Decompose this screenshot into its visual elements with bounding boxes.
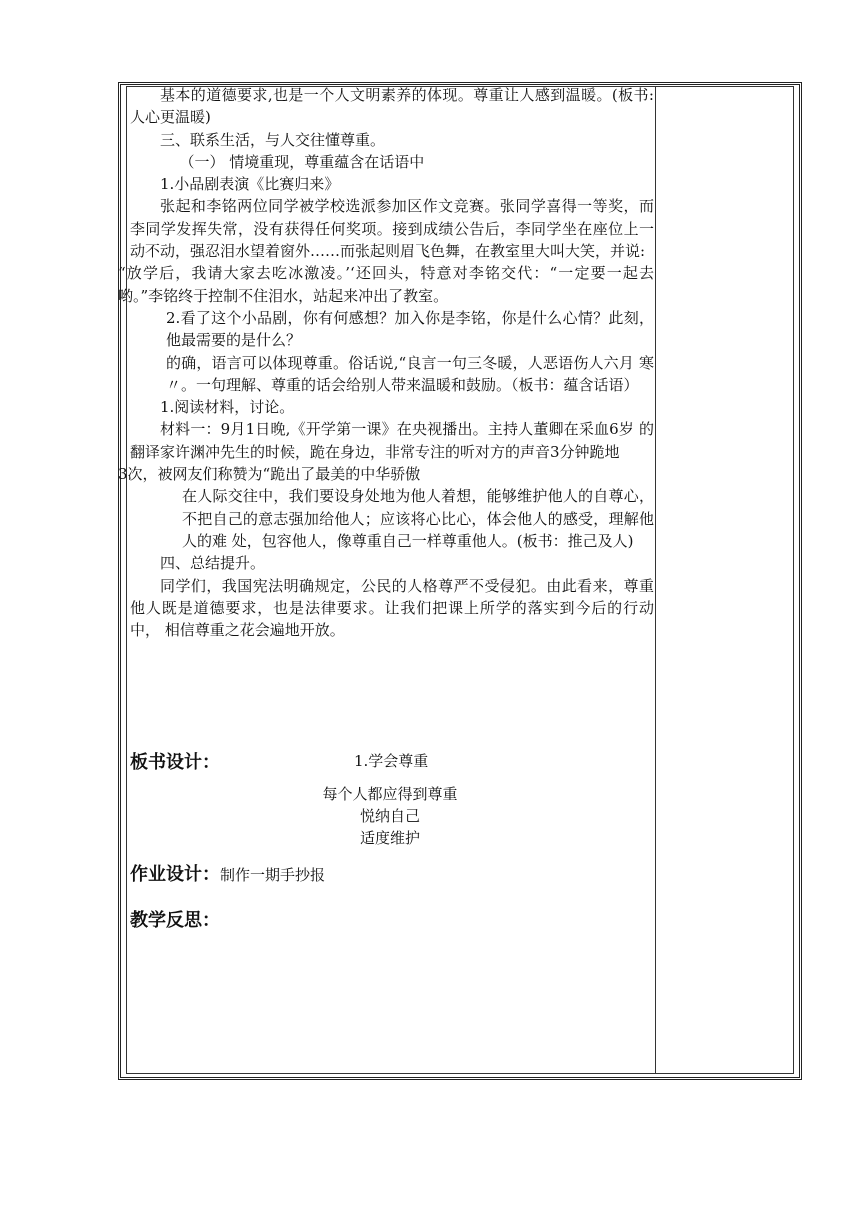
paragraph: 2.看了这个小品剧，你有何感想？加入你是李铭，你是什么心情？此刻， 他最需要的是什么？ <box>166 308 654 350</box>
homework-value: 制作一期手抄报 <box>220 866 326 884</box>
paragraph: 基本的道德要求,也是一个人文明素养的体现。尊重让人感到温暖。(板书: 人心更温暖) <box>130 86 654 127</box>
paragraph: 张起和李铭两位同学被学校选派参加区作文竞赛。张同学喜得一等奖，而 李同学发挥失常，没有获得任何奖项。接到成绩公告后，李同学坐在座位上一 动不动，强忍泪水望着窗外……而张起则眉飞色舞，在教室里大叫大笑，并说: <box>130 197 654 261</box>
board-line: 每个人都应得到尊重 <box>322 785 458 803</box>
paragraph: 材料一：9月1日晚,《开学第一课》在央视播出。主持人董卿在采血6岁 的翻译家许渊冲先生的时候，跪在身边，非常专注的听对方的声音3分钟跪地 <box>130 420 654 461</box>
item-heading: 1.阅读材料，讨论。 <box>160 398 295 417</box>
section-heading: 三、联系生活，与人交往懂尊重。 <box>160 130 386 149</box>
item-heading: 1.小品剧表演《比赛归来》 <box>160 175 340 194</box>
board-design-label: 板书设计： <box>130 752 220 773</box>
lesson-content <box>118 84 654 641</box>
subsection-heading: （一） 情境重现，尊重蕴含在话语中 <box>179 152 425 171</box>
paragraph: 3次，被网友们称赞为“跪出了最美的中华骄傲 <box>118 465 421 484</box>
board-title: 1.学会尊重 <box>354 752 429 770</box>
paragraph: “放学后，我请大家去吃冰激凌。’‘还回头，特意对李铭交代：“一定要一起去 哟。”李铭终于控制不住泪水，站起来冲出了教室。 <box>118 264 654 305</box>
section-heading: 四、总结提升。 <box>160 554 266 573</box>
paragraph: 在人际交往中，我们要设身处地为他人着想，能够维护他人的自尊心， 不把自己的意志强加给他人；应该将心比心，体会他人的感受，理解他人的难 处，包容他人，像尊重自己一样尊重他人。(板书：推己及人) <box>182 487 654 550</box>
board-line: 适度维护 <box>359 829 420 847</box>
reflection-label: 教学反思： <box>130 910 220 931</box>
column-divider <box>655 86 656 1074</box>
paragraph: 的确，语言可以体现尊重。俗话说,“良言一句三冬暖，人恶语伤人六月 寒〃。一句理解、尊重的话会给别人带来温暖和鼓励。（板书：蕴含话语） <box>166 353 654 394</box>
board-line: 悦纳自己 <box>359 807 420 825</box>
homework-label: 作业设计： <box>130 864 220 885</box>
paragraph: 同学们，我国宪法明确规定，公民的人格尊严不受侵犯。由此看来，尊重 他人既是道德要求，也是法律要求。让我们把课上所学的落实到今后的行动中， 相信尊重之花会遍地开放。 <box>130 576 654 640</box>
homework-row <box>130 860 325 886</box>
